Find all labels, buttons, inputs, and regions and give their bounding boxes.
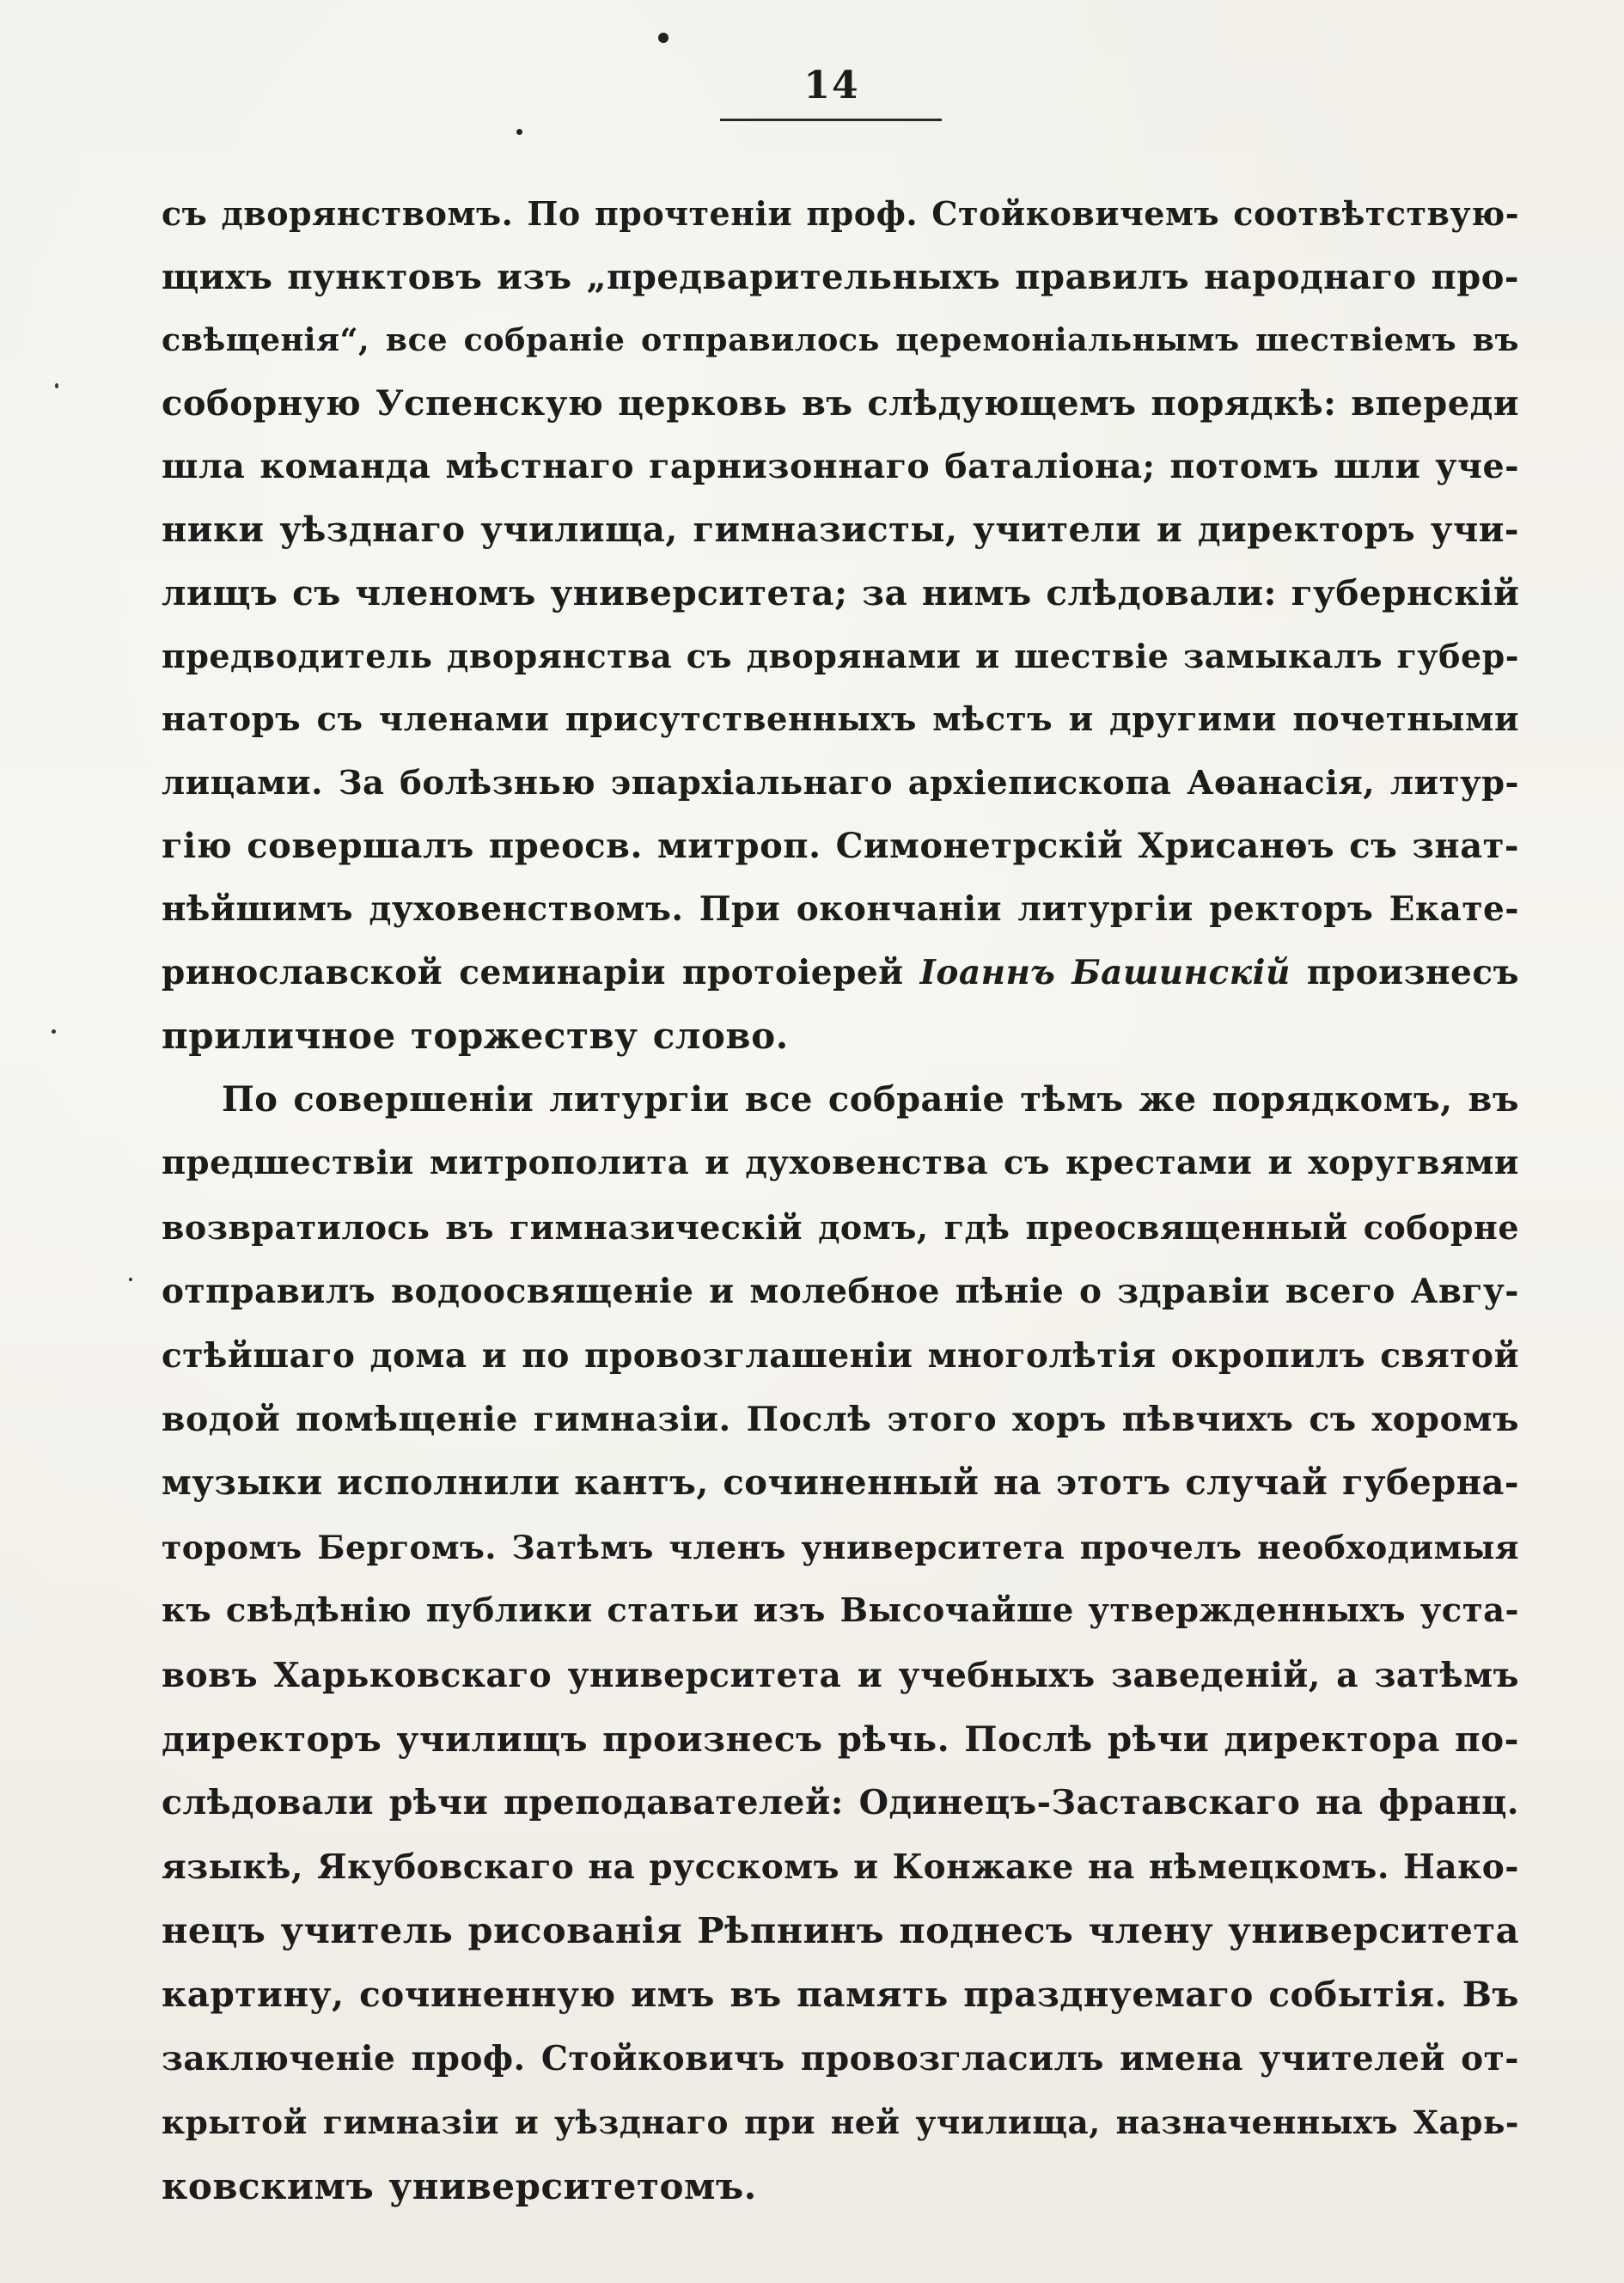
paragraph-1	[162, 182, 1519, 1068]
ink-dot	[516, 129, 522, 135]
text-line: слѣдовали рѣчи преподавателей: Одинецъ-Заставскаго на франц.	[162, 1783, 1519, 1823]
text-line: заключенiе проф. Стойковичъ провозгласилъ имена учителей от-	[162, 2038, 1519, 2079]
text-line: нѣйшимъ духовенствомъ. При окончанiи литургiи ректоръ Екате-	[162, 889, 1519, 930]
paragraph-2	[162, 1068, 1519, 2219]
text-line: предшествiи митрополита и духовенства съ крестами и хоругвями	[162, 1144, 1519, 1183]
text-line: предводитель дворянства съ дворянами и шествiе замыкалъ губер-	[162, 637, 1519, 676]
header-rule	[720, 119, 942, 121]
text-line: лицами. За болѣзнью эпархiальнаго архiепископа Аѳанасiя, литур-	[162, 763, 1519, 803]
text-line: щихъ пунктовъ изъ „предварительныхъ правилъ народнаго про-	[162, 256, 1519, 297]
text-line-with-italic	[162, 942, 1519, 1005]
text-line: наторъ съ членами присутственныхъ мѣстъ и другими почетными	[162, 700, 1519, 740]
ink-speck	[52, 1029, 56, 1034]
text-segment: ринославской семинарiи протоiерей	[162, 952, 920, 992]
text-line: стѣйшаго дома и по провозглашенiи многолѣтiя окропилъ святой	[162, 1335, 1519, 1376]
text-segment: произнесъ	[1290, 952, 1519, 992]
text-line: отправилъ водоосвященiе и молебное пѣнiе о здравiи всего Авгу-	[162, 1272, 1519, 1312]
page-number: 14	[803, 64, 860, 107]
text-line: шла команда мѣстнаго гарнизоннаго баталiона; потомъ шли уче-	[162, 446, 1519, 486]
ink-speck	[129, 1278, 132, 1281]
text-line: вовъ Харьковскаго университета и учебныхъ заведенiй, а затѣмъ	[162, 1655, 1519, 1695]
text-line: гiю совершалъ преосв. митроп. Симонетрскiй Хрисанѳъ съ знат-	[162, 826, 1519, 867]
text-line: къ свѣдѣнiю публики статьи изъ Высочайше утвержденныхъ уста-	[162, 1591, 1519, 1631]
text-line: свѣщенiя“, все собранiе отправилось церемонiальнымъ шествiемъ въ	[162, 321, 1519, 359]
italic-name: Iоаннъ Башинскiй	[919, 952, 1291, 992]
text-line: соборную Успенскую церковь въ слѣдующемъ порядкѣ: впереди	[162, 382, 1519, 424]
text-line: директоръ училищъ произнесъ рѣчь. Послѣ рѣчи директора по-	[162, 1718, 1519, 1760]
text-line: нецъ учитель рисованiя Рѣпнинъ поднесъ члену университета	[162, 1909, 1519, 1952]
ink-speck	[55, 383, 58, 388]
text-line: ники уѣзднаго училища, гимназисты, учители и директоръ учи-	[162, 510, 1519, 551]
text-line: языкѣ, Якубовскаго на русскомъ и Конжаке на нѣмецкомъ. Нако-	[162, 1847, 1519, 1887]
text-line: водой помѣщенiе гимназiи. Послѣ этого хоръ пѣвчихъ съ хоромъ	[162, 1399, 1519, 1439]
text-line: торомъ Бергомъ. Затѣмъ членъ университета прочелъ необходимыя	[162, 1528, 1519, 1566]
text-line-last: ковскимъ университетомъ.	[162, 2164, 757, 2207]
text-line: картину, сочиненную имъ въ память празднуемаго событiя. Въ	[162, 1974, 1519, 2016]
text-line: крытой гимназiи и уѣзднаго при ней училища, назначенныхъ Харь-	[162, 2103, 1519, 2142]
text-line-last: приличное торжеству слово.	[162, 1015, 789, 1058]
text-line-first: По совершенiи литургiи все собранiе тѣмъ же порядкомъ, въ	[222, 1079, 1519, 1120]
text-line: лищъ съ членомъ университета; за нимъ слѣдовали: губернскiй	[162, 571, 1520, 613]
ink-dot	[658, 33, 669, 43]
text-line: музыки исполнили кантъ, сочиненный на этотъ случай губерна-	[162, 1462, 1519, 1504]
text-line: возвратилось въ гимназическiй домъ, гдѣ преосвященный соборне	[162, 1207, 1519, 1247]
text-line: съ дворянствомъ. По прочтенiи проф. Стойковичемъ соотвѣтствую-	[162, 194, 1519, 233]
